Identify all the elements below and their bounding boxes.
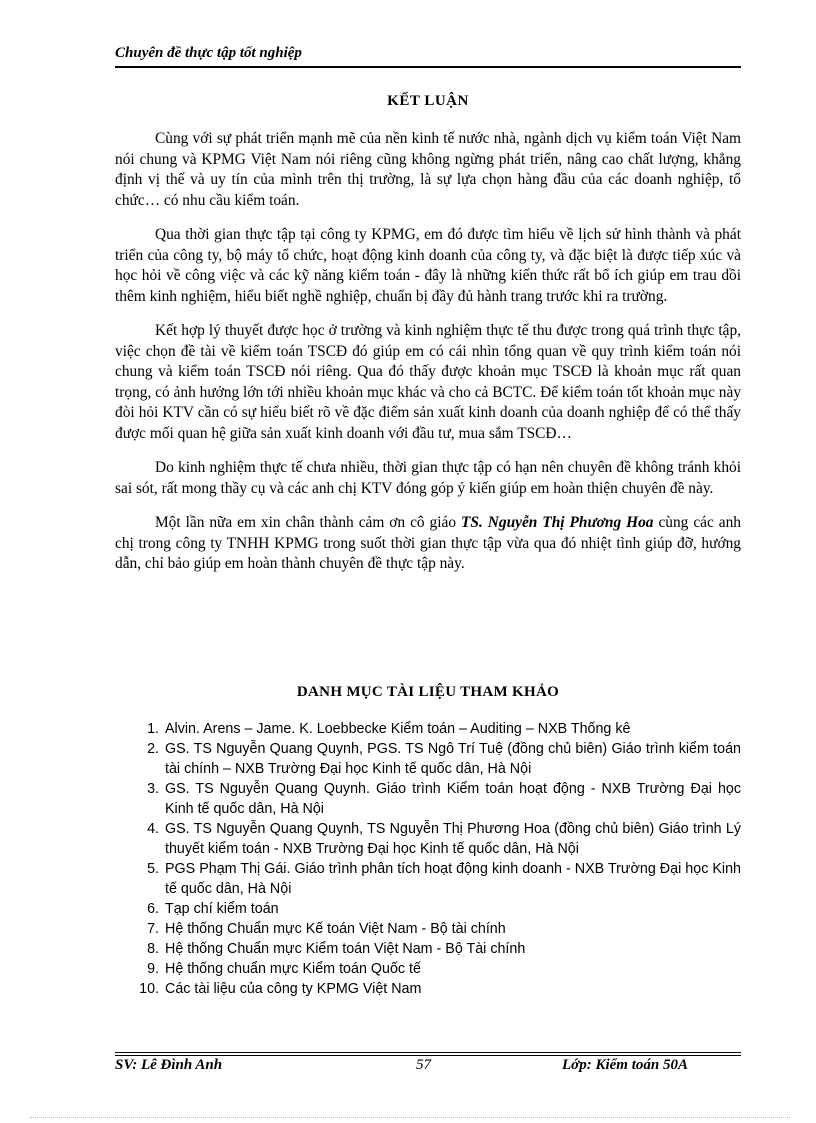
header-rule <box>115 66 741 68</box>
reference-text: GS. TS Nguyễn Quang Quynh, PGS. TS Ngô Trí Tuệ (đồng chủ biên) Giáo trình kiểm toán tài chính – NXB Trường Đại học Kinh tế quốc dân, Hà Nội <box>165 741 741 777</box>
footer-rule-bottom <box>115 1055 741 1056</box>
conclusion-paragraph-thanks <box>115 513 741 575</box>
reference-number: 5. <box>147 861 159 877</box>
footer-rule-top <box>115 1052 741 1053</box>
page-number: 57 <box>416 1057 431 1073</box>
footer-class: Lớp: Kiểm toán 50A <box>562 1057 688 1073</box>
conclusion-body <box>115 129 741 589</box>
reference-number: 10. <box>139 981 159 997</box>
references-heading: DANH MỤC TÀI LIỆU THAM KHẢO <box>296 684 560 700</box>
conclusion-paragraph: Cùng với sự phát triển mạnh mẽ của nền kinh tế nước nhà, ngành dịch vụ kiểm toán Việt Nam nói chung và KPMG Việt Nam nói riêng cũng không ngừng phát triển, nâng cao chất lượng, khẳng định vị thế và uy tín của mình trên thị trường, là sự lựa chọn hàng đầu của các doanh nghiệp, tổ chức… có nhu cầu kiểm toán. <box>115 130 741 209</box>
reference-text: GS. TS Nguyễn Quang Quynh. Giáo trình Kiểm toán hoạt động - NXB Trường Đại học Kinh tế quốc dân, Hà Nội <box>165 781 741 817</box>
reference-item <box>115 979 741 999</box>
reference-number: 3. <box>147 781 159 797</box>
reference-number: 1. <box>147 721 159 737</box>
reference-number: 9. <box>147 961 159 977</box>
conclusion-paragraph: Do kinh nghiệm thực tế chưa nhiều, thời gian thực tập có hạn nên chuyên đề không tránh khỏi sai sót, rất mong thầy cụ và các anh chị KTV đóng góp ý kiến giúp em hoàn thiện chuyên đề này. <box>115 459 741 497</box>
reference-number: 8. <box>147 941 159 957</box>
advisor-name: TS. Nguyễn Thị Phương Hoa <box>461 514 654 531</box>
reference-text: PGS Phạm Thị Gái. Giáo trình phân tích hoạt động kinh doanh - NXB Trường Đại học Kinh tế quốc dân, Hà Nội <box>165 861 741 897</box>
reference-text: Alvin. Arens – Jame. K. Loebbecke Kiểm toán – Auditing – NXB Thống kê <box>165 721 631 737</box>
reference-item <box>115 719 741 739</box>
reference-number: 7. <box>147 921 159 937</box>
reference-text: Tạp chí kiểm toán <box>165 901 279 917</box>
reference-text: Hệ thống chuẩn mực Kiểm toán Quốc tế <box>165 961 421 977</box>
reference-text: Hệ thống Chuẩn mực Kiểm toán Việt Nam - Bộ Tài chính <box>165 941 526 957</box>
reference-item <box>115 779 741 819</box>
reference-item <box>115 919 741 939</box>
conclusion-paragraph: Qua thời gian thực tập tại công ty KPMG, em đó được tìm hiểu về lịch sử hình thành và phát triển của công ty, bộ máy tổ chức, hoạt động kinh doanh của công ty, và đặc biệt là được tiếp xúc và học hỏi về công việc và các kỹ năng kiểm toán - đây là những kiến thức rất bổ ích giúp em trau dồi thêm kinh nghiệm, hiểu biết nghề nghiệp, chuẩn bị đầy đủ hành trang trước khi ra trường. <box>115 226 741 305</box>
conclusion-heading: KẾT LUẬN <box>387 93 469 109</box>
reference-number: 4. <box>147 821 159 837</box>
footer-student: SV: Lê Đình Anh <box>115 1057 223 1073</box>
reference-number: 2. <box>147 741 159 757</box>
reference-item <box>115 899 741 919</box>
conclusion-paragraph: Kết hợp lý thuyết được học ở trường và kinh nghiệm thực tế thu được trong quá trình thực tập, việc chọn đề tài về kiểm toán TSCĐ đó giúp em có cái nhìn tổng quan về quy trình kiểm toán nói chung và kiểm toán TSCĐ nói riêng. Qua đó thấy được khoản mục TSCĐ là khoản mục rất quan trọng, có ảnh hưởng lớn tới nhiều khoản mục khác và cho cả BCTC. Để kiểm toán tốt khoản mục này đòi hỏi KTV cần có sự hiểu biết rõ về đặc điểm sản xuất kinh doanh của doanh nghiệp để có thể thấy được mối quan hệ giữa sản xuất kinh doanh với đầu tư, mua sắm TSCĐ… <box>115 322 742 442</box>
thanks-text-end: cùng các anh chị trong công ty TNHH KPMG trong suốt thời gian thực tập vừa qua đó nhiệt tình giúp đỡ, hướng dẫn, chỉ bảo giúp em hoàn thành chuyên đề thực tập này. <box>115 514 741 572</box>
thanks-text-start: Một lần nữa em xin chân thành cảm ơn cô giáo <box>155 514 461 531</box>
page-edge-dotted-line <box>30 1117 790 1118</box>
reference-text: GS. TS Nguyễn Quang Quynh, TS Nguyễn Thị Phương Hoa (đồng chủ biên) Giáo trình Lý thuyết kiểm toán - NXB Trường Đại học Kinh tế quốc dân, Hà Nội <box>165 821 741 857</box>
reference-text: Hệ thống Chuẩn mực Kế toán Việt Nam - Bộ tài chính <box>165 921 506 937</box>
running-header: Chuyên đề thực tập tốt nghiệp <box>115 45 302 61</box>
references-list <box>115 719 741 999</box>
reference-number: 6. <box>147 901 159 917</box>
reference-item <box>115 739 741 779</box>
reference-item <box>115 819 741 859</box>
reference-item <box>115 859 741 899</box>
reference-text: Các tài liệu của công ty KPMG Việt Nam <box>165 981 422 997</box>
reference-item <box>115 939 741 959</box>
reference-item <box>115 959 741 979</box>
